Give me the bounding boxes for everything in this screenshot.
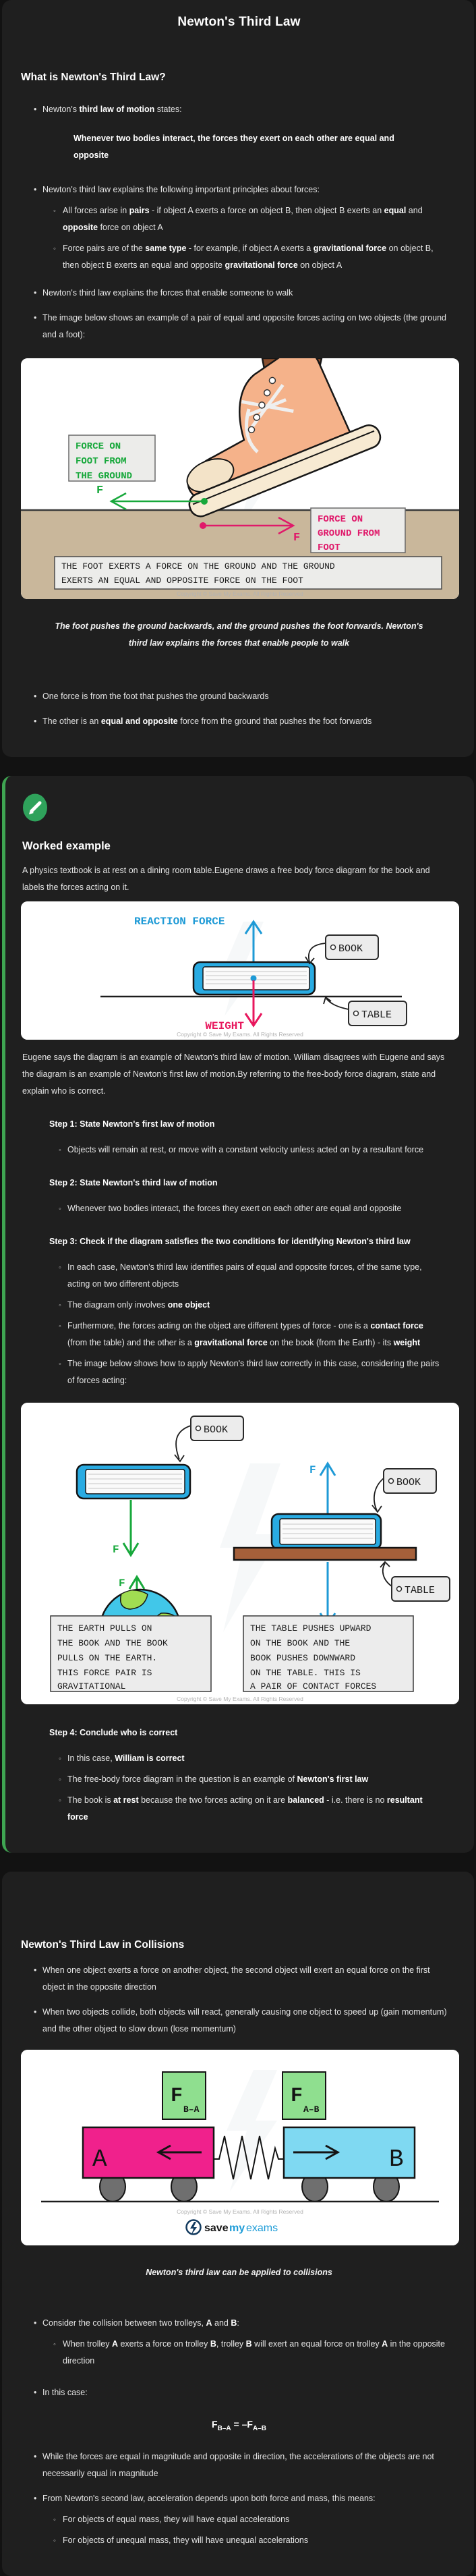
- acceleration-sublist: [21, 2511, 457, 2549]
- table-tag-label: TABLE: [361, 1009, 392, 1021]
- diagram-caption-line: EXERTS AN EQUAL AND OPPOSITE FORCE ON THE FOOT: [61, 576, 303, 586]
- principles-list: [21, 181, 457, 198]
- formula-sub1: B–A: [217, 2424, 231, 2432]
- trolley-sublist: [21, 2336, 457, 2370]
- image-caption: The foot pushes the ground backwards, and the ground pushes the foot forwards. Newton's third law explains the forces that enable people to walk: [55, 621, 423, 648]
- force-on-foot-label: THE GROUND: [76, 471, 133, 482]
- step-3-list: [21, 1259, 457, 1389]
- caption-line: BOOK PUSHES DOWNWARD: [250, 1653, 356, 1663]
- book-illustration-right: [272, 1514, 381, 1549]
- copyright-text: Copyright © Save My Exams. All Rights Reserved: [177, 1696, 303, 1702]
- force-fba-subscript: B–A: [183, 2104, 200, 2115]
- trolley-b: [284, 2127, 415, 2178]
- forces-summary-list: [21, 688, 457, 730]
- force-fba-label-box: [162, 2072, 206, 2119]
- trolley-b-label: B: [389, 2146, 404, 2173]
- list-item: • In this case:: [21, 2384, 456, 2401]
- force-on-foot-label: FORCE ON: [76, 441, 121, 452]
- list-item: ◦ Whenever two bodies interact, the forces they exert on each other are equal and opposite: [21, 1200, 452, 1217]
- list-item: ◦ Objects will remain at rest, or move with a constant velocity unless acted on by a resultant force: [21, 1142, 452, 1158]
- list-item: • While the forces are equal in magnitude and opposite in direction, the accelerations of the objects are not necessarily equal in magnitude: [21, 2448, 456, 2482]
- force-f-label: F: [119, 1577, 125, 1590]
- caption-line: ON THE TABLE. THIS IS: [250, 1668, 361, 1678]
- caption-line: THE TABLE PUSHES UPWARD: [250, 1623, 371, 1633]
- caption-line: THE EARTH PULLS ON: [57, 1623, 152, 1633]
- logo-text-my: my: [229, 2222, 245, 2234]
- force-pairs-diagram: [21, 1403, 459, 1704]
- book-tag-label: BOOK: [396, 1477, 421, 1488]
- step-4-list: [21, 1750, 457, 1826]
- section-what-is-newtons-third-law: [2, 0, 474, 757]
- trolley-a-label: A: [92, 2146, 107, 2173]
- formula-f2: F: [247, 2419, 253, 2430]
- list-item: ◦ Furthermore, the forces acting on the object are different types of force - one is a contact force (from the table) and the other is a gravitational force on the book (from the Earth) - its weight: [21, 1318, 452, 1351]
- step-2-list: [21, 1200, 457, 1217]
- principles-sublist: [21, 202, 457, 274]
- step-1-title: Step 1: State Newton's first law of motion: [49, 1119, 215, 1129]
- list-item: • Newton's third law explains the forces that enable someone to walk: [21, 285, 456, 302]
- free-body-diagram: [21, 901, 459, 1040]
- list-item: • Consider the collision between two trolleys, A and B:: [21, 2315, 456, 2332]
- list-item: ◦ All forces arise in pairs - if object A exerts a force on object B, then object B exerts an equal and opposite force on object A: [21, 202, 454, 236]
- caption-line: PULLS ON THE EARTH.: [57, 1653, 158, 1663]
- intro-list: [21, 101, 457, 118]
- force-f-left-label: F: [96, 484, 104, 497]
- formula-equals: = –: [231, 2419, 247, 2430]
- section-third-law-in-collisions: [2, 1872, 474, 2576]
- list-item: ◦ In this case, William is correct: [21, 1750, 452, 1767]
- copyright-text: Copyright © Save My Exams. All Rights Reserved: [177, 1031, 303, 1038]
- reaction-force-label: REACTION FORCE: [134, 916, 225, 928]
- pencil-icon: [22, 793, 48, 822]
- trolley-collision-diagram: [21, 2050, 459, 2245]
- force-on-ground-label: FOOT: [318, 542, 340, 553]
- collisions-list: [21, 1962, 457, 2038]
- caption-line: THIS FORCE PAIR IS: [57, 1668, 152, 1678]
- weight-label: WEIGHT: [205, 1020, 244, 1032]
- in-this-case-list: [21, 2384, 457, 2401]
- section-worked-example: [2, 776, 474, 1853]
- copyright-text: Copyright © Save My Exams. All Rights Reserved: [177, 590, 303, 597]
- table-tag-label: TABLE: [405, 1585, 436, 1596]
- force-fba-label: F: [171, 2085, 183, 2108]
- list-item: ◦ The book is at rest because the two forces acting on it are balanced - i.e. there is no resultant force: [21, 1792, 452, 1826]
- foot-ground-forces-diagram: [21, 358, 459, 599]
- page-title: Newton's Third Law: [177, 15, 301, 29]
- list-item: • When two objects collide, both objects will react, generally causing one object to speed up (gain momentum) and the other object to slow down (lose momentum): [21, 2004, 456, 2038]
- list-item: • Newton's third law explains the following important principles about forces:: [21, 181, 456, 198]
- acceleration-list: [21, 2448, 457, 2507]
- step-4-title: Step 4: Conclude who is correct: [49, 1728, 178, 1737]
- force-f-label: F: [309, 1464, 316, 1476]
- force-fab-label: F: [291, 2085, 303, 2108]
- third-law-statement: Whenever two bodies interact, the forces they exert on each other are equal and opposite: [73, 134, 394, 160]
- trolley-a: [83, 2127, 214, 2178]
- caption-line: A PAIR OF CONTACT FORCES: [250, 1681, 377, 1691]
- force-f-label: F: [113, 1544, 119, 1556]
- book-tag-label: BOOK: [204, 1424, 229, 1436]
- list-item: • The other is an equal and opposite force from the ground that pushes the foot forwards: [21, 713, 456, 730]
- formula-sub2: A–B: [252, 2424, 266, 2432]
- caption-line: GRAVITATIONAL: [57, 1681, 126, 1691]
- copyright-text: Copyright © Save My Exams. All Rights Reserved: [177, 2208, 303, 2215]
- book-illustration-left: [77, 1465, 190, 1499]
- list-item: • When one object exerts a force on another object, the second object will exert an equal force on the first object in the opposite direction: [21, 1962, 456, 1996]
- list-item: ◦ For objects of unequal mass, they will have unequal accelerations: [21, 2532, 454, 2549]
- list-item: ◦ For objects of equal mass, they will have equal accelerations: [21, 2511, 454, 2528]
- diagram-caption-line: THE FOOT EXERTS A FORCE ON THE GROUND AND THE GROUND: [61, 561, 335, 571]
- force-fab-subscript: A–B: [303, 2104, 320, 2115]
- heading-collisions: Newton's Third Law in Collisions: [21, 1939, 185, 1951]
- worked-example-question-2: Eugene says the diagram is an example of Newton's third law of motion. William disagrees with Eugene and says the diagram is an example of Newton's first law of motion.By referring to the free-body force diagram, state and explain who is correct.: [22, 1053, 445, 1096]
- worked-example-question: A physics textbook is at rest on a dining room table.Eugene draws a free body force diagram for the book and labels the forces acting on it.: [22, 866, 430, 892]
- table-illustration: [234, 1548, 416, 1560]
- list-item: ◦ The diagram only involves one object: [21, 1297, 452, 1314]
- force-f-right-label: F: [293, 532, 301, 544]
- step-1-list: [21, 1142, 457, 1158]
- heading-worked-example: Worked example: [22, 840, 111, 852]
- list-item: ◦ When trolley A exerts a force on trolley B, trolley B will exert an equal force on trolley A in the opposite direction: [21, 2336, 454, 2370]
- caption-line: ON THE BOOK AND THE: [250, 1638, 351, 1648]
- logo-text-save: save: [204, 2222, 229, 2234]
- list-item: ◦ Force pairs are of the same type - for example, if object A exerts a gravitational force on object B, then object B exerts an equal and opposite gravitational force on object A: [21, 240, 454, 274]
- list-item: • The image below shows an example of a pair of equal and opposite forces acting on two objects (the ground and a foot):: [21, 310, 456, 343]
- list-item: • One force is from the foot that pushes the ground backwards: [21, 688, 456, 705]
- list-item: • From Newton's second law, acceleration depends upon both force and mass, this means:: [21, 2490, 456, 2507]
- image-caption: Newton's third law can be applied to collisions: [146, 2268, 332, 2277]
- force-on-ground-label: GROUND FROM: [318, 528, 380, 539]
- walking-list: [21, 285, 457, 343]
- logo-text-exams: exams: [246, 2222, 278, 2234]
- force-equation: [21, 2419, 457, 2432]
- list-item: ◦ The image below shows how to apply Newton's third law correctly in this case, considering the pairs of forces acting:: [21, 1355, 452, 1389]
- list-item: • Newton's third law of motion states:: [21, 101, 456, 118]
- force-on-foot-label: FOOT FROM: [76, 456, 127, 467]
- formula-f1: F: [212, 2419, 218, 2430]
- heading-what-is: What is Newton's Third Law?: [21, 72, 166, 83]
- force-on-ground-label: FORCE ON: [318, 514, 363, 525]
- trolley-list: [21, 2315, 457, 2332]
- list-item: ◦ The free-body force diagram in the question is an example of Newton's first law: [21, 1771, 452, 1788]
- force-fab-label-box: [282, 2072, 326, 2119]
- step-2-title: Step 2: State Newton's third law of motion: [49, 1178, 218, 1187]
- step-3-title: Step 3: Check if the diagram satisfies the two conditions for identifying Newton's third law: [49, 1237, 411, 1246]
- caption-line: THE BOOK AND THE BOOK: [57, 1638, 168, 1648]
- book-tag-label: BOOK: [338, 943, 363, 955]
- list-item: ◦ In each case, Newton's third law identifies pairs of equal and opposite forces, of the same type, acting on two different objects: [21, 1259, 452, 1293]
